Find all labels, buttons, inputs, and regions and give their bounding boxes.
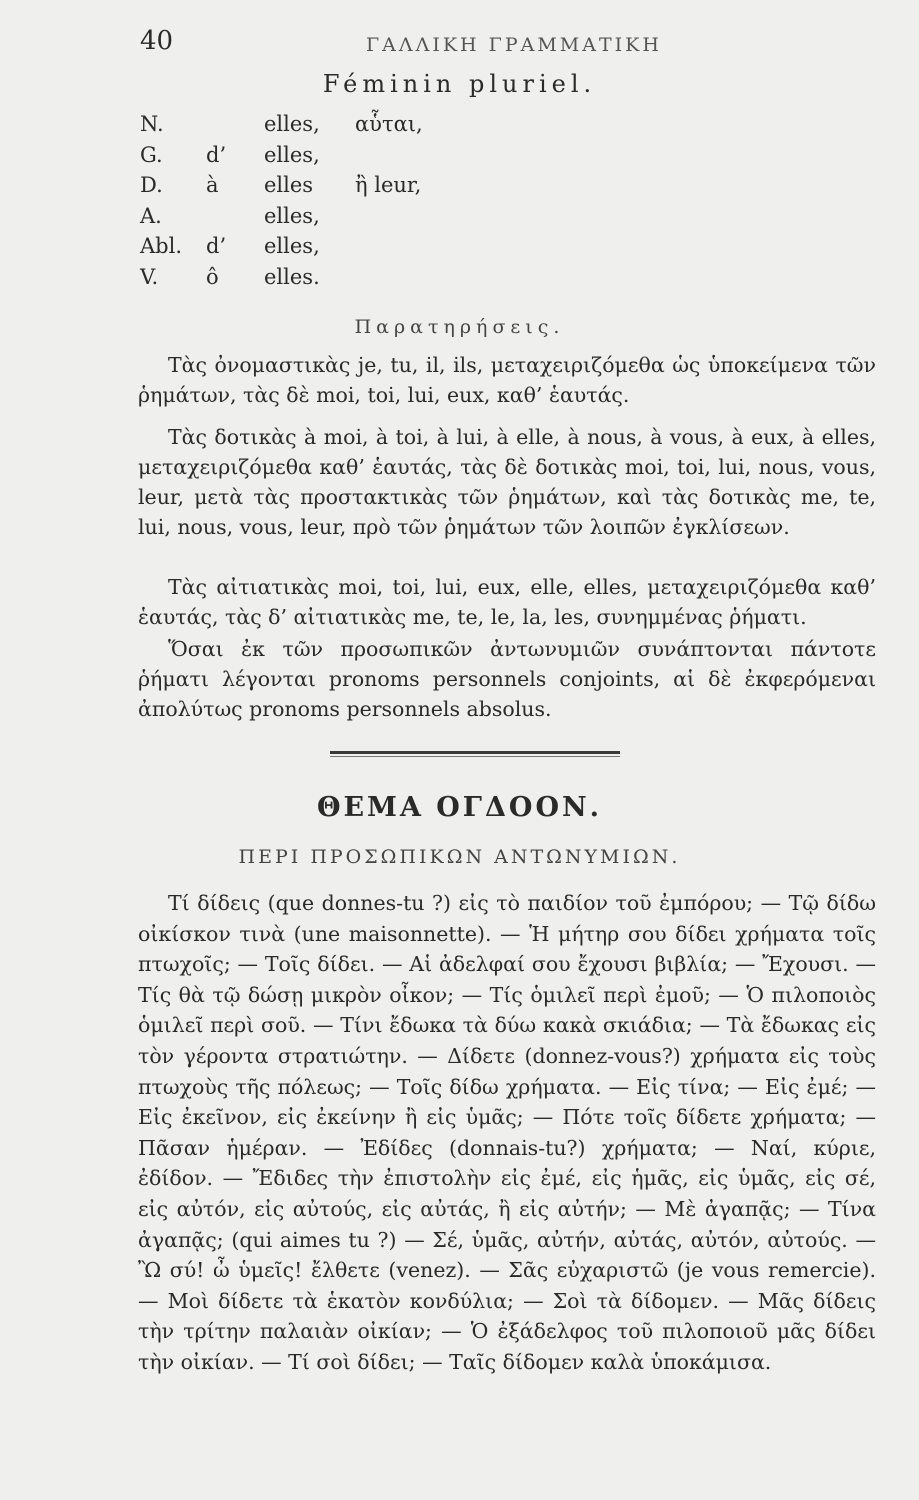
declension-row xyxy=(140,112,640,143)
case-form: elles xyxy=(264,173,314,197)
case-label: G. xyxy=(140,142,163,167)
observations-heading: Παρατηρήσεις. xyxy=(354,316,565,338)
case-preposition: ô xyxy=(206,264,219,289)
case-form: elles, xyxy=(264,112,320,136)
case-note: αὗται, xyxy=(355,112,423,136)
case-preposition: à xyxy=(206,173,219,197)
case-note: ἢ leur, xyxy=(355,173,422,197)
section-divider xyxy=(330,751,620,754)
case-preposition: d’ xyxy=(206,234,227,258)
observation-paragraph: Τὰς αἰτιατικὰς moi, toi, lui, eux, elle, elles, μεταχειριζόμεθα καθ’ ἑαυτάς, τὰς δ’ αἰτιατικὰς me, te, le, la, les, συνημμένας ῥήματι. xyxy=(138,575,876,629)
case-label: V. xyxy=(140,264,159,289)
case-label: Abl. xyxy=(140,234,182,258)
observation-paragraph: Τὰς δοτικὰς à moi, à toi, à lui, à elle, à nous, à vous, à eux, à elles, μεταχειριζόμεθα καθ’ ἑαυτάς, τὰς δὲ δοτικὰς moi, toi, lui, nous, vous, leur, μετὰ τὰς προστακτικὰς τῶν ῥημάτων, καὶ τὰς δοτικὰς me, te, lui, nous, vous, leur, πρὸ τῶν ῥημάτων τῶν λοιπῶν ἐγκλίσεων. xyxy=(138,425,876,539)
exercise-text: Τί δίδεις (que donnes-tu ?) εἰς τὸ παιδίον τοῦ ἐμπόρου; — Τῷ δίδω οἰκίσκον τινὰ (une maisonnette). — Ἡ μήτηρ σου δίδει χρήματα τοῖς πτωχοῖς; — Τοῖς δίδει. — Αἱ ἀδελφαί σου ἔχουσι βιβλία; — Ἔχουσι. — Τίς θὰ τῷ δώσῃ μικρὸν οἶκον; — Τίς ὁμιλεῖ περὶ ἐμοῦ; — Ὁ πιλοποιὸς ὁμιλεῖ περὶ σοῦ. — Τίνι ἔδωκα τὰ δύω κακὰ σκιάδια; — Τὰ ἔδωκας εἰς τὸν γέροντα στρατιώτην. — Δίδετε (donnez-vous?) χρήματα εἰς τοὺς πτωχοὺς τῆς πόλεως; — Τοῖς δίδω χρήματα. — Εἰς τίνα; — Εἰς ἐμέ; — Εἰς ἐκεῖνον, εἰς ἐκείνην ἢ εἰς ὑμᾶς; — Πότε τοῖς δίδετε χρήματα; — Πᾶσαν ἡμέραν. — Ἐδίδες (donnais-tu?) χρήματα; — Ναί, κύριε, ἐδίδον. — Ἔδιδες τὴν ἐπιστολὴν εἰς ἐμέ, εἰς ἡμᾶς, εἰς ὑμᾶς, εἰς σέ, εἰς αὐτόν, εἰς αὐτούς, εἰς αὐτάς, ἢ εἰς αὐτήν; — Μὲ ἀγαπᾷς; — Τίνα ἀγαπᾷς; (qui aimes tu ?) — Σέ, ὑμᾶς, αὐτήν, αὐτάς, αὐτόν, αὐτούς. — Ὢ σύ! ὦ ὑμεῖς! ἔλθετε (venez). — Σᾶς εὐχαριστῶ (je vous remercie). — Μοὶ δίδετε τὰ ἑκατὸν κονδύλια; — Σοὶ τὰ δίδομεν. — Μᾶς δίδεις τὴν τρίτην παλαιὰν οἰκίαν; — Ὁ ἐξάδελφος τοῦ πιλοποιοῦ μᾶς δίδει τὴν οἰκίαν. — Τί σοὶ δίδει; — Ταῖς δίδομεν καλὰ ὑποκάμισα. xyxy=(138,891,876,1374)
declension-row xyxy=(140,265,640,296)
observation-paragraph: Τὰς ὀνομαστικὰς je, tu, il, ils, μεταχειριζόμεθα ὡς ὑποκείμενα τῶν ῥημάτων, τὰς δὲ moi, toi, lui, eux, καθ’ ἑαυτάς. xyxy=(138,353,876,407)
case-form: elles, xyxy=(264,142,320,167)
case-form: elles, xyxy=(264,234,320,258)
page-number: 40 xyxy=(140,26,174,56)
observation-paragraph: Ὅσαι ἐκ τῶν προσωπικῶν ἀντωνυμιῶν συνάπτονται πάντοτε ῥήματι λέγονται pronoms personnels conjoints, αἱ δὲ ἐκφερόμεναι ἀπολύτως pronoms personnels absolus. xyxy=(138,637,876,721)
theme-subtitle: ΠΕΡΙ ΠΡΟΣΩΠΙΚΩΝ ΑΝΤΩΝΥΜΙΩΝ. xyxy=(238,846,681,868)
declension-row xyxy=(140,143,640,174)
case-form: elles, xyxy=(264,203,320,228)
section-title: Féminin pluriel. xyxy=(322,70,597,98)
declension-row xyxy=(140,234,640,265)
declension-table xyxy=(140,112,640,295)
case-label: N. xyxy=(140,112,164,136)
theme-title: ΘΕΜΑ ΟΓΔΟΟΝ. xyxy=(316,792,603,823)
declension-row xyxy=(140,173,640,204)
case-form: elles. xyxy=(264,264,320,289)
case-label: A. xyxy=(140,203,162,228)
case-preposition: d’ xyxy=(206,142,227,167)
case-label: D. xyxy=(140,173,163,197)
declension-row xyxy=(140,204,640,235)
running-title: ΓΑΛΛΙΚΗ ΓΡΑΜΜΑΤΙΚΗ xyxy=(366,34,662,56)
